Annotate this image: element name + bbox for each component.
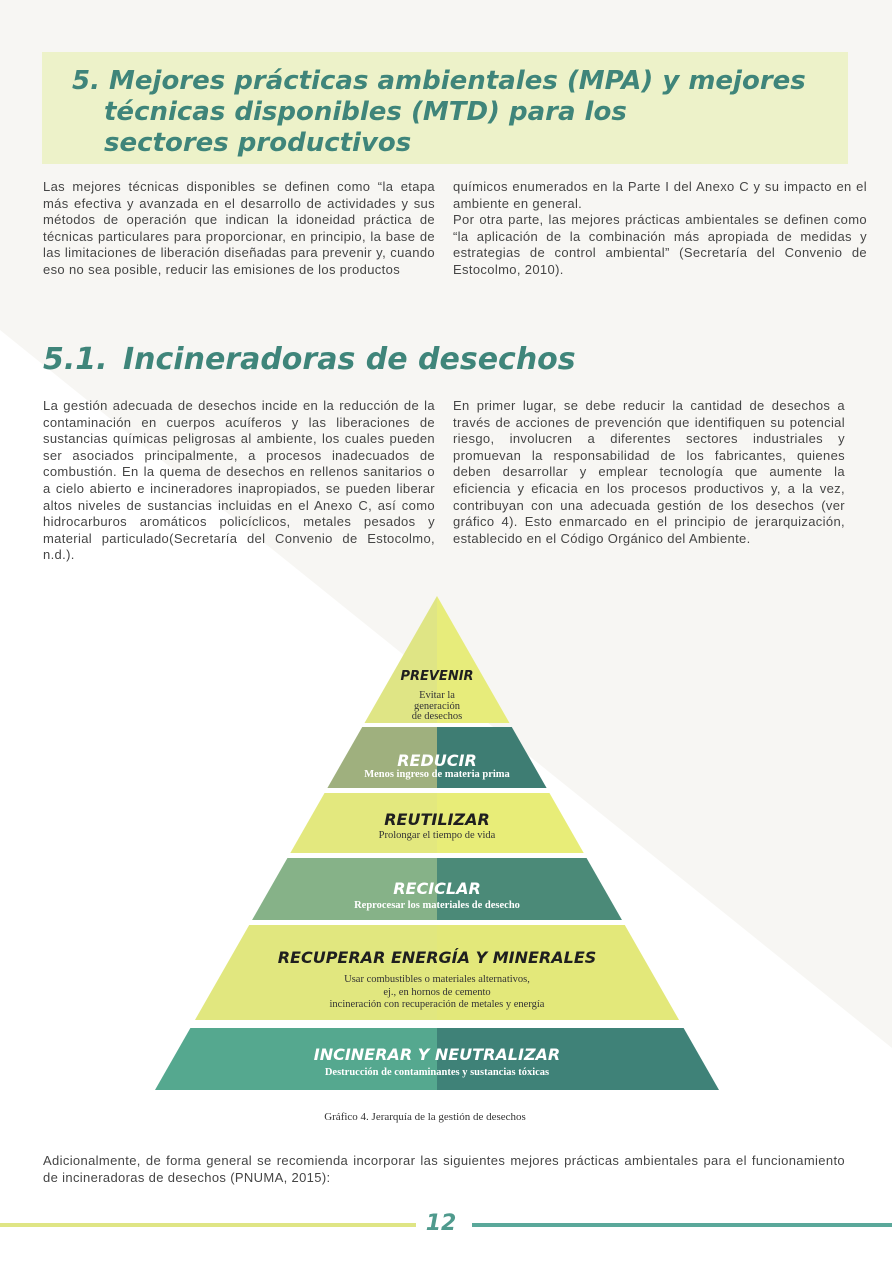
- section-left-text: La gestión adecuada de desechos incide en la reducción de la contaminación en cuerpos acuíferos y las liberaciones de sustancias químicas peligrosas al ambiente, los cuales pueden ser asociados principalmente, a procesos inadecuados de combustión. En la quema de desechos en rellenos sanitarios o a cielo abierto e incineradores inapropiados, se pueden liberar altos niveles de sustancias incluidas en el Anexo C, así como hidrocarburos aromáticos policíclicos, metales pesados y material particulado(Secretaría del Convenio de Estocolmo, n.d.).: [43, 398, 435, 563]
- pyramid-tier-5: [195, 925, 679, 1020]
- figure-caption: Gráfico 4. Jerarquía de la gestión de desechos: [324, 1111, 526, 1123]
- chapter-title-line-3: sectores productivos: [104, 128, 412, 158]
- pyramid-tier-6: [155, 1028, 719, 1090]
- pyramid-tier-description: Menos ingreso de materia prima: [364, 769, 510, 780]
- pyramid-tier-description: ej., en hornos de cemento: [383, 987, 491, 998]
- pyramid-tier-description: generación: [413, 701, 461, 712]
- pyramid-tier-3: [290, 793, 583, 853]
- chapter-title-line-1: 5. Mejores prácticas ambientales (MPA) y mejores: [72, 66, 806, 96]
- intro-right-text-1: químicos enumerados en la Parte I del Anexo C y su impacto en el ambiente en general.: [453, 179, 867, 211]
- pyramid-tier-title: RECICLAR: [393, 879, 481, 898]
- section-title: Incineradoras de desechos: [123, 342, 576, 377]
- intro-left-text: Las mejores técnicas disponibles se definen como “la etapa más efectiva y avanzada en el desarrollo de actividades y sus métodos de operación que indican la idoneidad práctica de técnicas particulares para proporcionar, en principio, la base de las limitaciones de liberación diseñadas para prevenir y, cuando eso no sea posible, reducir las emisiones de los productos: [43, 179, 435, 277]
- pyramid-tier-title: REDUCIR: [397, 751, 477, 770]
- pyramid-tier-description: de desechos: [411, 711, 463, 722]
- section-right-text: En primer lugar, se debe reducir la cantidad de desechos a través de acciones de prevención que identifiquen su potencial riesgo, involucren a diferentes sectores industriales y promuevan la responsabilidad de los fabricantes, quienes deben desarrollar y emplear tecnología que aumente la eficiencia y eficacia en los procesos productivos y, a la vez, contribuyan con una adecuada gestión de los desechos (ver gráfico 4). Esto enmarcado en el principio de jerarquización, establecido en el Código Orgánico del Ambiente.: [453, 398, 845, 546]
- closing-paragraph: [43, 1153, 845, 1186]
- pyramid-tier-description: Prolongar el tiempo de vida: [378, 830, 496, 841]
- intro-paragraph-right: [453, 179, 867, 279]
- page-number: 12: [425, 1211, 457, 1236]
- pyramid-tier-description: Reprocesar los materiales de desecho: [354, 900, 520, 911]
- section-paragraph-right: [453, 398, 845, 547]
- closing-text: Adicionalmente, de forma general se recomienda incorporar las siguientes mejores prácticas ambientales para el funcionamiento de incineradoras de desechos (PNUMA, 2015):: [43, 1153, 845, 1185]
- pyramid-tier-description: Usar combustibles o materiales alternativos,: [344, 974, 530, 985]
- pyramid-tier-1: [365, 596, 510, 723]
- section-heading: [43, 338, 576, 382]
- chapter-title-line-2: técnicas disponibles (MTD) para los: [104, 97, 627, 127]
- pyramid-tier-description: incineración con recuperación de metales y energía: [329, 999, 545, 1010]
- pyramid-tier-title: INCINERAR Y NEUTRALIZAR: [313, 1045, 561, 1064]
- pyramid-tier-title: RECUPERAR ENERGÍA Y MINERALES: [277, 948, 597, 967]
- pyramid-tier-description: Destrucción de contaminantes y sustancias tóxicas: [324, 1067, 550, 1078]
- section-number: 5.1.: [43, 342, 108, 377]
- intro-paragraph-left: [43, 179, 435, 279]
- waste-hierarchy-pyramid: [0, 590, 892, 1100]
- pyramid-tier-description: Evitar la: [419, 690, 455, 701]
- intro-right-text-2: Por otra parte, las mejores prácticas ambientales se definen como “la aplicación de la combinación más apropiada de medidas y estrategias de control ambiental” (Secretaría del Convenio de Estocolmo, 2010).: [453, 212, 867, 277]
- pyramid-tier-title: REUTILIZAR: [384, 810, 490, 829]
- pyramid-tier-2: [327, 727, 546, 788]
- chapter-title: [72, 66, 832, 159]
- pyramid-tier-4: [252, 858, 622, 920]
- pyramid-tier-title: PREVENIR: [400, 669, 474, 684]
- section-paragraph-left: [43, 398, 435, 564]
